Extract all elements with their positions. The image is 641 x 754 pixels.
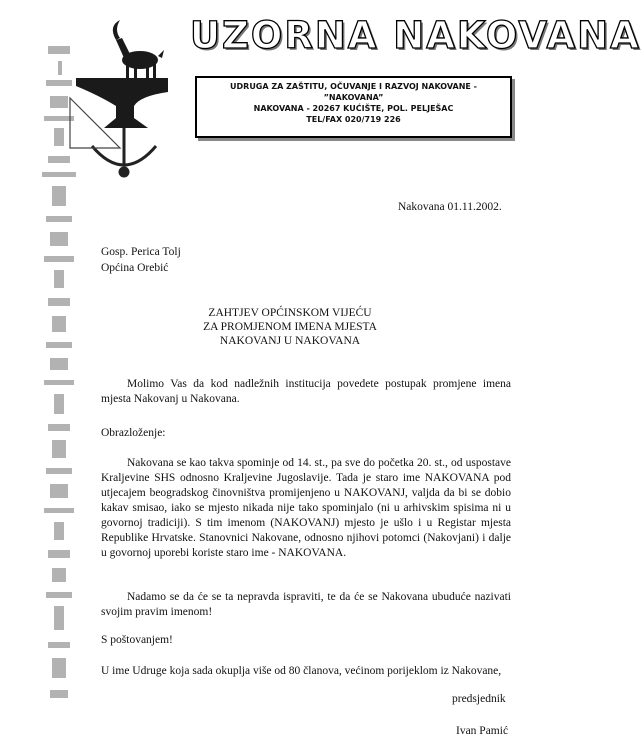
letter-subject — [190, 306, 390, 348]
organization-title: UZORNA NAKOVANA — [190, 14, 641, 57]
closing-salutation: S poštovanjem! — [101, 634, 173, 646]
hope-paragraph: Nadamo se da će se ta nepravda ispraviti, te da će se Nakovana ubuduće nazivati svojim pravim imenom! — [101, 591, 511, 618]
letter-date: Nakovana 01.11.2002. — [398, 201, 502, 213]
org-info-line: NAKOVANA - 20267 KUĆIŠTE, POL. PELJEŠAC — [253, 104, 454, 113]
subject-line: ZA PROMJENOM IMENA MJESTA — [203, 321, 377, 333]
explanation-heading: Obrazloženje: — [101, 427, 166, 439]
recipient-office: Općina Orebić — [101, 262, 169, 274]
org-info-line: TEL/FAX 020/719 226 — [306, 115, 401, 124]
anvil-icon — [76, 78, 168, 128]
signature-name: Ivan Pamić — [456, 725, 509, 737]
org-info-line: UDRUGA ZA ZAŠTITU, OČUVANJE I RAZVOJ NAKOVANE - — [230, 82, 477, 91]
recipient-name: Gosp. Perica Tolj — [101, 246, 181, 258]
org-info-line: ”NAKOVANA” — [323, 93, 384, 102]
request-paragraph: Molimo Vas da kod nadležnih institucija povedete postupak promjene imena mjesta Nakovanj u Nakovana. — [101, 378, 511, 405]
goat-icon — [113, 20, 164, 78]
organization-info-box — [195, 76, 512, 138]
subject-line: ZAHTJEV OPĆINSKOM VIJEĆU — [208, 307, 372, 319]
subject-line: NAKOVANJ U NAKOVANA — [219, 335, 361, 347]
explanation-paragraph: Nakovana se kao takva spominje od 14. st., pa sve do početka 20. st., od uspostave Kraljevine SHS odnosno Kraljevine Jugoslavije. Tada je staro ime NAKOVANA pod utjecajem beogradskog činovništva promijenjeno u NAKOVANJ, valjda da bi se dobio kakav smisao, iako se mjesto nikada nije tako spominjalo (ni u arhivskim spisima ni u govornoj tradiciji). S tim imenom (NAKOVANJ) mjesto je ušlo i u Registar mjesta Republike Hrvatske. Stanovnici Nakovane, odnosno njihovi potomci (Nakovjani) i dalje u govornoj uporebi koriste staro ime - NAKOVANA. — [101, 457, 511, 559]
decorative-glyph-column — [42, 46, 76, 698]
signature-title: predsjednik — [452, 693, 506, 705]
closing-paragraph: U ime Udruge koja sada okuplja više od 80 članova, većinom porijeklom iz Nakovane, — [101, 665, 502, 677]
